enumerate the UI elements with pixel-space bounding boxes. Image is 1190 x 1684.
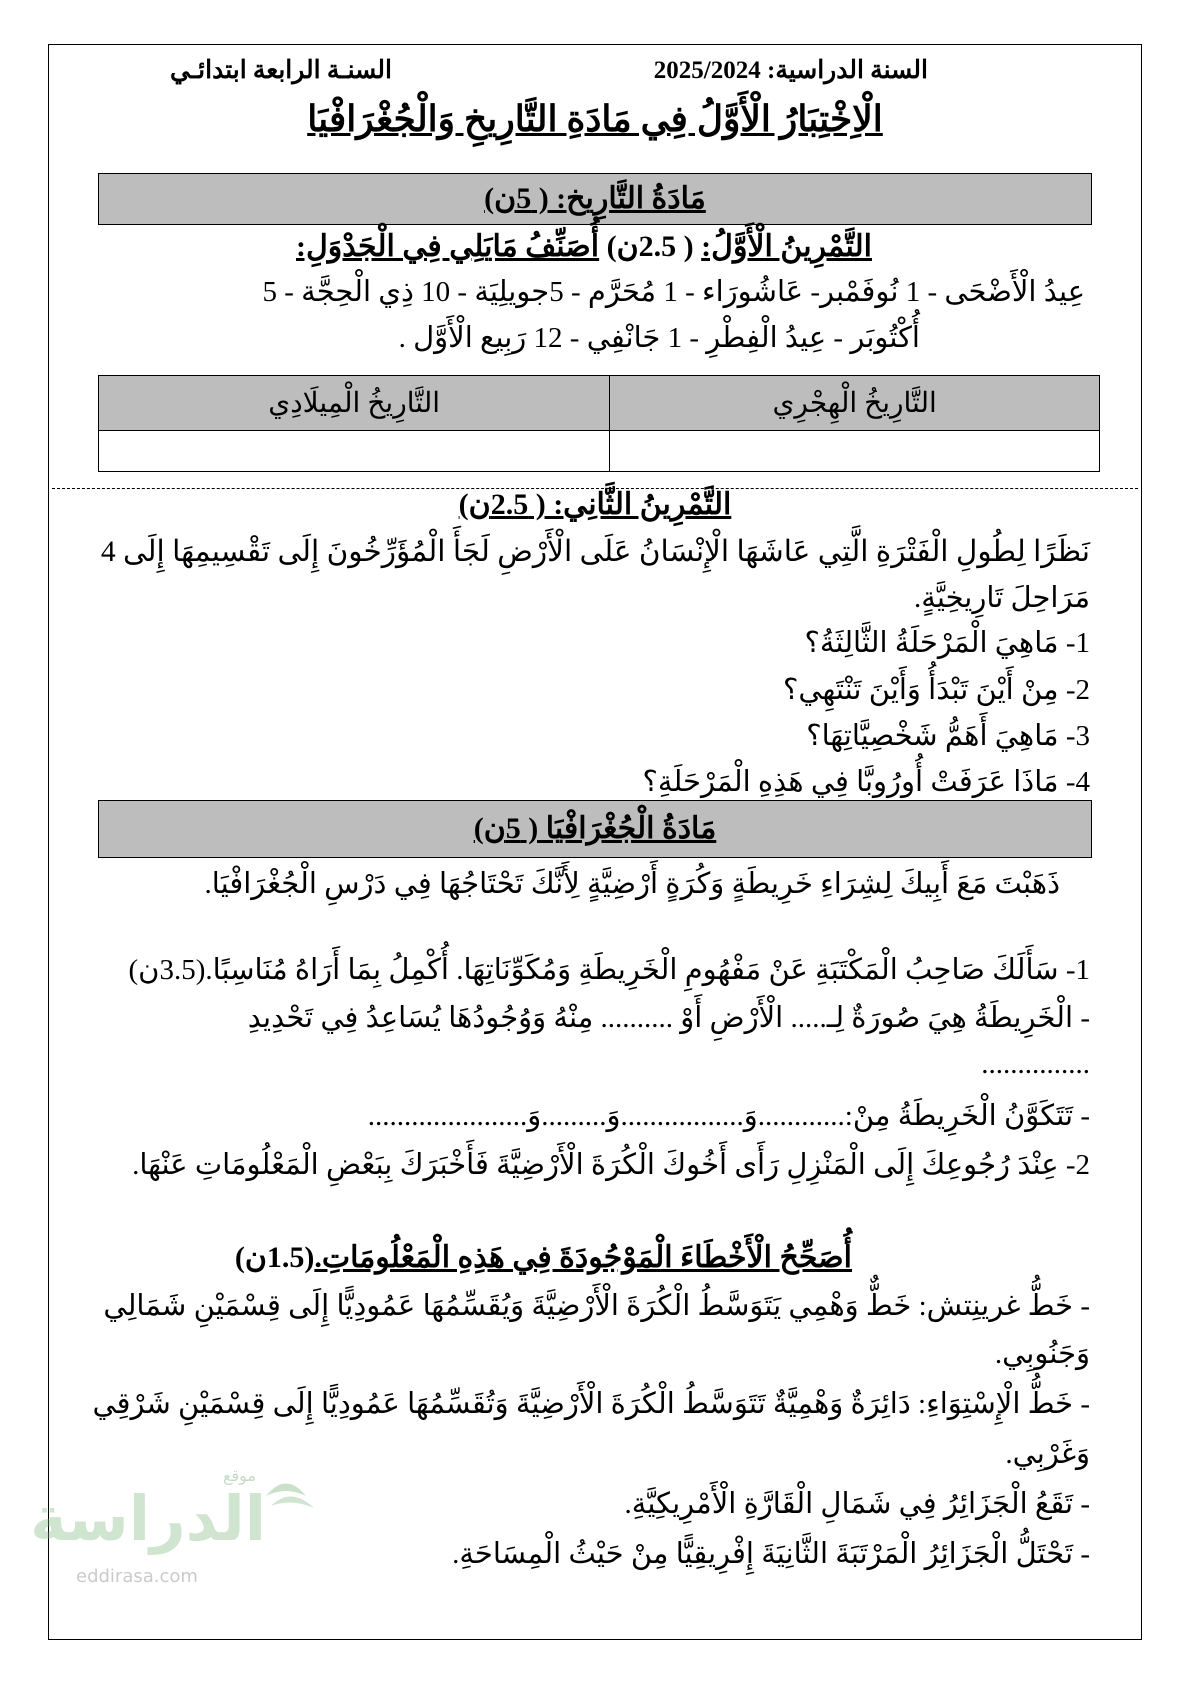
watermark-small: موقع	[223, 1466, 256, 1485]
ex2-question-3: 3- مَاهِيَ أَهَمُّ شَخْصِيَّاتِهَا؟	[806, 720, 1090, 752]
ex2-question-1: 1- مَاهِيَ الْمَرْحَلَةُ الثَّالِثَةُ؟	[804, 627, 1090, 659]
ex2-question-2: 2- مِنْ أَيْنَ تَبْدَأُ وَأَيْنَ تَنْتَهِي؟	[782, 674, 1090, 706]
correction-points: (1.5ن)	[234, 1241, 315, 1274]
school-year	[654, 55, 928, 85]
gregorian-header: التَّارِيخُ الْمِيلَادِي	[99, 376, 610, 431]
grade-label: السنـة الرابعة ابتدائـي	[170, 57, 392, 84]
school-year-label: السنة الدراسية:	[767, 57, 928, 84]
hijri-header: التَّارِيخُ الْهِجْرِي	[610, 376, 1100, 431]
history-band-title: مَادَةُ التَّارِيخ: ( 5ن)	[484, 182, 706, 215]
correction-item-3: - تَقَعُ الْجَزَائِرُ فِي شَمَالِ الْقَارَّةِ الْأَمْرِيكِيَّةِ.	[624, 1488, 1090, 1520]
ex2-intro-line1: نَظَرًا لِطُولِ الْفَتْرَةِ الَّتِي عَاشَهَا الْإِنْسَانُ عَلَى الْأَرْضِ لَجَأَ الْمُؤَرِّخُونَ إِلَى تَقْسِيمِهَا إِلَى 4	[100, 536, 1090, 568]
geo-question-2: 2- عِنْدَ رُجُوعِكَ إِلَى الْمَنْزِلِ رَأَى أَخُوكَ الْكُرَةَ الْأَرْضِيَّةَ فَأَخْبَرَكَ بِبَعْضِ الْمَعْلُومَاتِ عَنْهَا.	[132, 1149, 1090, 1181]
ex1-heading	[296, 229, 872, 264]
correction-item-2: - خَطُّ الْإِسْتِوَاءِ: دَائِرَةٌ وَهْمِيَّةٌ تَتَوَسَّطُ الْكُرَةَ الْأَرْضِيَّةَ وَتُقَسِّمُهَا عَمُودِيًّا إِلَى قِسْمَيْنِ شَرْقِي	[92, 1388, 1090, 1420]
gregorian-cell[interactable]	[99, 431, 610, 472]
ex1-label: التَّمْرِينُ الْأَوَّلُ:	[701, 230, 872, 263]
ex1-points: ( 2.5ن)	[606, 230, 694, 263]
correction-item-4: - تَحْتَلُّ الْجَزَائِرُ الْمَرْتَبَةَ الثَّانِيَةَ إِفْرِيقِيًّا مِنْ حَيْثُ الْمِسَاحَةِ.	[452, 1538, 1090, 1570]
geo-fill-dots: ...............	[981, 1048, 1090, 1080]
hijri-cell[interactable]	[610, 431, 1100, 472]
ex2-intro-line2: مَرَاحِلَ تَارِيخِيَّةٍ.	[914, 582, 1090, 614]
history-band	[98, 173, 1092, 225]
watermark-text: الدراسة	[30, 1482, 266, 1555]
watermark-url: eddirasa.com	[76, 1566, 198, 1587]
exam-title: الْاِخْتِبَارُ الْأَوَّلُ فِي مَادَةِ التَّارِيخِ وَالْجُغْرَافْيَا	[307, 99, 883, 139]
geo-fill-line-1: - الْخَرِيطَةُ هِيَ صُورَةٌ لِـ..... الْأَرْضِ أَوْ .......... مِنْهُ وَوُجُودُهَا يُسَاعِدُ فِي تَحْدِيدِ	[247, 1002, 1090, 1034]
ex2-question-4: 4- مَاذَا عَرَفَتْ أُورُوبَّا فِي هَذِهِ الْمَرْحَلَةِ؟	[642, 766, 1090, 798]
geo-question-1: 1- سَأَلَكَ صَاحِبُ الْمَكْتَبَةِ عَنْ مَفْهُومِ الْخَرِيطَةِ وَمُكَوِّنَاتِهَا. أُكْمِلُ بِمَا أَرَاهُ مُنَاسِبًا.(3.5ن)	[128, 954, 1090, 986]
school-year-value: 2025/2024	[653, 57, 761, 84]
ex2-title: التَّمْرِينُ الثَّانِي: ( 2.5ن)	[458, 488, 732, 521]
ex2-heading	[0, 487, 1190, 522]
correction-title: أُصَحِّحُ الْأَخْطَاءَ الْمَوْجُودَةَ فِي هَذِهِ الْمَعْلُومَاتِ.	[314, 1241, 852, 1274]
ex1-items-line2: أُكْتُوبَر - عِيدُ الْفِطْرِ - 1 جَانْفِي - 12 رَبِيع الْأَوَّل .	[398, 322, 920, 354]
correction-heading	[235, 1240, 852, 1275]
correction-item-1-cont: وَجَنُوبِي.	[994, 1338, 1090, 1370]
ex1-instruction: أُصَنِّفُ مَايَلِي فِي الْجَدْوَلِ:	[296, 230, 600, 263]
geo-fill-line-2: - تَتَكَوَّنُ الْخَرِيطَةُ مِنْ:............وَ.................وَ.........وَ......................	[367, 1100, 1090, 1132]
geo-intro: ذَهَبْتَ مَعَ أَبِيكَ لِشِرَاءِ خَرِيطَةٍ وَكُرَةٍ أَرْضِيَّةٍ لِأَنَّكَ تَحْتَاجُهَا فِي دَرْسِ الْجُغْرَافْيَا.	[204, 868, 1060, 900]
correction-item-2-cont: وَغَرْبِي.	[1005, 1438, 1090, 1470]
correction-item-1: - خَطُّ غرينِتش: خَطٌّ وَهْمِي يَتَوَسَّطُ الْكُرَةَ الْأَرْضِيَّةَ وَيُقَسِّمُهَا عَمُودِيًّا إِلَى قِسْمَيْنِ شَمَالِي	[103, 1290, 1090, 1322]
site-watermark-logo	[30, 1466, 326, 1606]
classification-table	[98, 375, 1100, 472]
ex1-items-line1: عِيدُ الْأَضْحَى - 1 نُوفَمْبر- عَاشُورَاء - 1 مُحَرَّم - 5جويلِيَة - 10 ذِي الْحِجَّة - 5	[262, 276, 1085, 308]
geography-band	[98, 800, 1092, 858]
geography-band-title: مَادَةُ الْجُغْرَافْيَا ( 5ن)	[473, 812, 717, 845]
